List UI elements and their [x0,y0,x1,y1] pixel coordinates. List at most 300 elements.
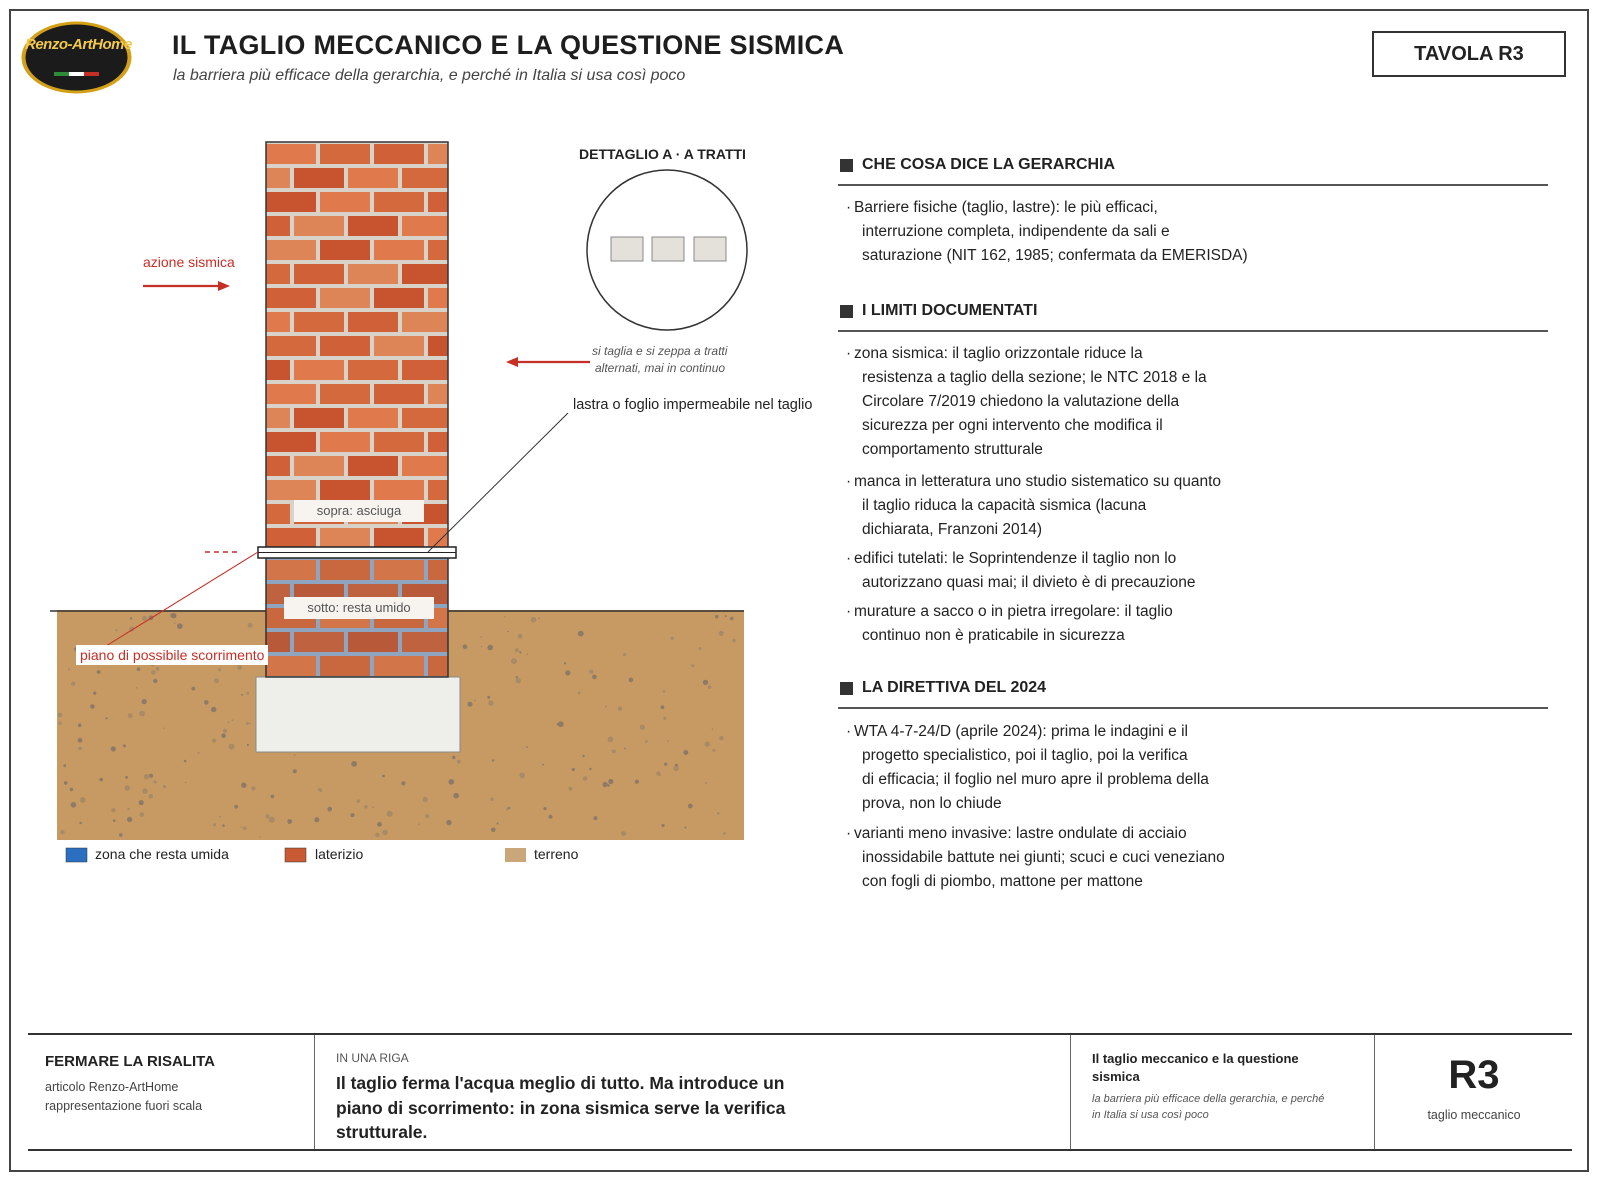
brick [402,264,452,284]
title-block-sheet [1070,1035,1374,1149]
soil-speck [128,808,131,811]
soil-speck [663,690,666,693]
section-heading-text: LA DIRETTIVA DEL 2024 [862,679,1047,696]
soil-speck [593,816,597,820]
soil-speck [212,739,216,743]
wet-brick [374,560,424,580]
sheet-callout-label: lastra o foglio impermeabile nel taglio [573,397,813,413]
bullet-line: di efficacia; il foglio nel muro apre il problema della [862,771,1209,788]
brick [266,432,316,452]
brick [428,192,478,212]
soil-speck [664,763,667,766]
soil-speck [266,814,270,818]
soil-speck [177,623,183,629]
soil-speck [78,724,82,728]
soil-speck [698,647,701,650]
brick [240,456,290,476]
soil-speck [715,615,718,618]
bullet-line: murature a sacco o in pietra irregolare: il taglio [854,603,1173,620]
brick [240,504,290,524]
soil-speck [293,769,297,773]
soil-speck [375,833,379,837]
soil-speck [125,776,128,779]
brick [240,360,290,380]
soil-speck [156,667,160,671]
soil-speck [136,687,138,689]
soil-speck [142,699,147,704]
detail-wedge-2 [652,237,684,261]
brick [348,360,398,380]
soil-speck [78,738,83,743]
soil-speck [128,713,133,718]
soil-speck [490,797,494,801]
seismic-action-label: azione sismica [143,254,235,270]
soil-speck [516,678,521,683]
soil-speck [139,800,144,805]
brick [348,456,398,476]
soil-speck [140,812,145,817]
brick [294,216,344,236]
soil-speck [511,658,517,664]
bullet-item [846,342,1286,462]
soil-speck [184,760,187,763]
soil-speck [314,817,319,822]
soil-speck [113,819,116,822]
soil-speck [635,780,639,784]
soil-speck [542,764,544,766]
soil-speck [708,685,712,689]
legend-swatch-brick [285,848,306,862]
brick [348,168,398,188]
soil-speck [578,631,584,637]
soil-speck [97,670,101,674]
soil-speck [149,774,153,778]
soil-speck [382,775,385,778]
soil-speck [667,740,669,742]
soil-speck [589,670,593,674]
brick [294,360,344,380]
page-subtitle: la barriera più efficace della gerarchia, e perché in Italia si usa così poco [173,67,686,84]
wet-brick [374,656,424,676]
soil-speck [497,823,499,825]
brick [266,336,316,356]
soil-speck [504,616,506,618]
brick [428,288,478,308]
series-title: FERMARE LA RISALITA [45,1053,215,1070]
soil-speck [578,692,581,695]
brick [240,312,290,332]
brick [402,408,452,428]
bullet-line: dichiarata, Franzoni 2014) [862,521,1043,538]
brick [294,408,344,428]
soil-speck [151,670,156,675]
soil-speck [640,725,645,730]
soil-speck [457,760,461,764]
soil-speck [446,820,451,825]
soil-speck [174,622,176,624]
slip-plane-label: piano di possibile scorrimento [76,645,268,665]
soil-speck [480,646,482,648]
soil-speck [703,680,708,685]
brick [402,312,452,332]
soil-speck [518,634,523,639]
seismic-arrowhead-right [506,357,518,367]
soil-speck [468,702,473,707]
soil-speck [99,778,103,782]
soil-speck [732,639,736,643]
brick [294,168,344,188]
soil-speck [213,823,216,826]
soil-speck [705,741,710,746]
brick [240,264,290,284]
soil-speck [492,759,494,761]
soil-speck [231,719,233,721]
soil-speck [538,617,540,619]
soil-speck [251,786,255,790]
page-title: IL TAGLIO MECCANICO E LA QUESTIONE SISMICA [172,30,845,60]
bullet-line: il taglio riduca la capacità sismica (lacuna [862,497,1147,514]
soil-speck [93,692,96,695]
soil-speck [452,756,455,759]
brick [320,240,370,260]
soil-speck [243,826,247,830]
soil-speck [364,805,368,809]
legend-label-brick: laterizio [315,846,364,862]
section-heading-text: I LIMITI DOCUMENTATI [862,302,1038,319]
brick [348,216,398,236]
soil-speck [474,699,476,701]
brick [266,480,316,500]
soil-speck [241,694,243,696]
bullet-item [846,600,1286,648]
soil-speck [645,740,648,743]
soil-speck [144,774,149,779]
soil-speck [449,779,455,785]
bullet-dot: · [846,825,852,842]
soil-speck [357,799,361,803]
soil-speck [58,713,63,718]
soil-speck [60,830,64,834]
soil-speck [621,831,626,836]
soil-speck [592,675,597,680]
soil-speck [90,704,95,709]
soil-speck [197,752,199,754]
soil-speck [712,749,715,752]
soil-speck [185,782,187,784]
detail-wedge-1 [611,237,643,261]
brick [428,336,478,356]
brick [320,192,370,212]
bullet-line: saturazione (NIT 162, 1985; confermata da EMERISDA) [862,247,1248,264]
brick [320,528,370,548]
brick [348,408,398,428]
soil-speck [565,670,570,675]
soil-speck [229,744,235,750]
brick [428,384,478,404]
brick [320,288,370,308]
soil-speck [487,645,493,651]
soil-speck [618,707,622,711]
soil-speck [68,668,70,670]
bullet-dot: · [846,199,852,216]
soil-speck [318,788,322,792]
bullet-line: interruzione completa, indipendente da sali e [862,223,1170,240]
detail-wedge-3 [694,237,726,261]
soil-speck [719,736,723,740]
soil-speck [70,788,73,791]
soil-speck [387,811,393,817]
soil-speck [629,678,634,683]
soil-speck [608,737,614,743]
soil-speck [564,662,566,664]
soil-speck [691,664,694,667]
brick [428,432,478,452]
wet-brick [266,560,316,580]
wet-brick [402,632,452,652]
legend-swatch-wet [66,848,87,862]
brick [240,408,290,428]
bullet-item [846,547,1286,595]
logo-text: Renzo-ArtHome [25,36,132,53]
soil-speck [624,748,626,750]
bullet-dot: · [846,473,852,490]
brick [402,456,452,476]
brick [374,480,424,500]
soil-speck [137,667,141,671]
sheet-code-caption: taglio meccanico [1427,1108,1521,1122]
soil-speck [228,721,230,723]
soil-speck [608,779,613,784]
detail-caption-2: alternati, mai in continuo [595,361,726,375]
wet-brick [348,632,398,652]
brick [428,240,478,260]
soil-speck [549,815,553,819]
title-block [28,1033,1572,1151]
soil-speck [125,785,131,791]
section-heading [838,152,1548,186]
title-block-code [1374,1035,1572,1149]
wet-brick [320,656,370,676]
soil-speck [219,816,221,818]
soil-speck [247,744,249,746]
soil-speck [269,817,275,823]
brick [320,432,370,452]
brick [374,336,424,356]
soil-speck [719,631,724,636]
soil-speck [507,631,509,633]
section-square-icon [840,305,853,318]
brick [294,456,344,476]
wet-brick [294,632,344,652]
brick [266,288,316,308]
sheet-label-text: TAVOLA R3 [1414,42,1524,65]
soil-speck [71,682,75,686]
brick [348,264,398,284]
soil-speck [211,707,216,712]
soil-speck [119,833,123,837]
bullet-line: sicurezza per ogni intervento che modifica il [862,417,1163,434]
soil-speck [351,813,355,817]
soil-speck [63,764,66,767]
soil-speck [463,645,468,650]
soil-speck [488,700,493,705]
soil-speck [558,721,564,727]
soil-speck [423,797,428,802]
soil-speck [191,687,195,691]
detail-caption-1: si taglia e si zeppa a tratti [592,344,728,358]
soil-speck [105,717,107,719]
sheet-code: R3 [1448,1053,1500,1097]
soil-speck [71,802,77,808]
soil-speck [130,617,132,619]
soil-speck [589,768,591,770]
soil-speck [705,782,707,784]
soil-speck [80,797,86,803]
soil-speck [111,808,115,812]
soil-speck [519,651,521,653]
soil-speck [491,828,496,833]
bullet-line: continuo non è praticabile in sicurezza [862,627,1125,644]
soil-speck [214,678,219,683]
bullet-line: autorizzano quasi mai; il divieto è di precauzione [862,574,1196,591]
brick [374,432,424,452]
brick [266,240,316,260]
bullet-line: varianti meno invasive: lastre ondulate di acciaio [854,825,1187,842]
bullet-line: Circolare 7/2019 chiedono la valutazione della [862,393,1180,410]
soil-speck [64,781,68,785]
bullet-line: inossidabile battute nei giunti; scuci e cuci veneziano [862,849,1225,866]
brick [374,384,424,404]
brick [348,312,398,332]
soil-speck [401,781,405,785]
brick [240,168,290,188]
soil-speck [241,827,243,829]
soil-speck [661,705,665,709]
section-heading [838,298,1548,332]
soil-speck [111,746,116,751]
soil-speck [730,617,734,621]
section-square-icon [840,682,853,695]
soil-speck [717,812,720,815]
soil-speck [222,824,225,827]
soil-speck [223,729,227,733]
soil-speck [123,744,126,747]
brick [374,144,424,164]
brick [294,312,344,332]
bullet-line: prova, non lo chiude [862,795,1002,812]
wet-brick [240,584,290,604]
bullet-line: zona sismica: il taglio orizzontale riduce la [854,345,1143,362]
brick [374,288,424,308]
legend-label-wet: zona che resta umida [95,846,229,862]
bullet-line: comportamento strutturale [862,441,1043,458]
soil-speck [351,761,357,767]
sheet-callout-leader [428,413,568,552]
summary-text: Il taglio ferma l'acqua meglio di tutto. Ma introduce un piano di scorrimento: in zona sismica serve la verifica strutturale. [336,1073,786,1142]
soil-speck [418,823,420,825]
soil-speck [582,755,584,757]
sheet-subtitle: la barriera più efficace della gerarchia, e perché in Italia si usa così poco [1092,1093,1325,1121]
bullet-item [846,822,1286,894]
brick [374,240,424,260]
soil-speck [531,617,536,622]
soil-speck [287,819,292,824]
bullet-dot: · [846,723,852,740]
bullet-item [846,470,1286,542]
soil-speck [572,768,575,771]
soil-speck [271,795,275,799]
soil-speck [78,747,82,751]
concrete-footing [256,677,460,752]
soil-speck [543,807,546,810]
legend-label-soil: terreno [534,846,579,862]
soil-speck [246,692,249,695]
soil-speck [684,827,686,829]
brick [240,216,290,236]
above-dry-label: sopra: asciuga [294,500,424,522]
soil-speck [259,836,261,838]
soil-speck [377,822,382,827]
series-line-1: articolo Renzo-ArtHome [45,1080,179,1094]
soil-speck [453,793,459,799]
soil-speck [58,721,62,725]
brick [374,528,424,548]
soil-speck [670,637,673,640]
soil-speck [241,783,246,788]
soil-speck [506,808,509,811]
soil-speck [526,746,528,748]
brick [294,264,344,284]
section-square-icon [840,159,853,172]
soil-speck [142,616,147,621]
bullet-line: WTA 4-7-24/D (aprile 2024): prima le indagini e il [854,723,1188,740]
brick [266,192,316,212]
sheet-title: Il taglio meccanico e la questione sismica [1092,1051,1299,1084]
brick [374,192,424,212]
soil-speck [612,749,616,753]
soil-speck [153,780,156,783]
bullet-item [846,196,1286,268]
bullet-dot: · [846,345,852,362]
soil-speck [327,807,332,812]
soil-speck [623,653,626,656]
wet-brick [266,656,316,676]
soil-speck [234,805,238,809]
soil-speck [569,787,573,791]
soil-speck [688,804,693,809]
soil-speck [382,830,388,836]
soil-speck [662,824,665,827]
brick [428,144,478,164]
soil-speck [163,785,166,788]
soil-speck [294,754,296,756]
section-heading-text: CHE COSA DICE LA GERARCHIA [862,156,1116,173]
soil-speck [480,636,482,638]
soil-speck [583,776,588,781]
soil-speck [163,727,165,729]
soil-speck [605,706,607,708]
title-block-summary [314,1035,1070,1149]
title-block-series [28,1035,314,1149]
brick [266,144,316,164]
soil-speck [656,771,660,775]
brick [402,216,452,236]
bullet-line: con fogli di piombo, mattone per mattone [862,873,1143,890]
soil-speck [712,728,714,730]
soil-speck [673,766,678,771]
brick [402,168,452,188]
bullet-dot: · [846,603,852,620]
